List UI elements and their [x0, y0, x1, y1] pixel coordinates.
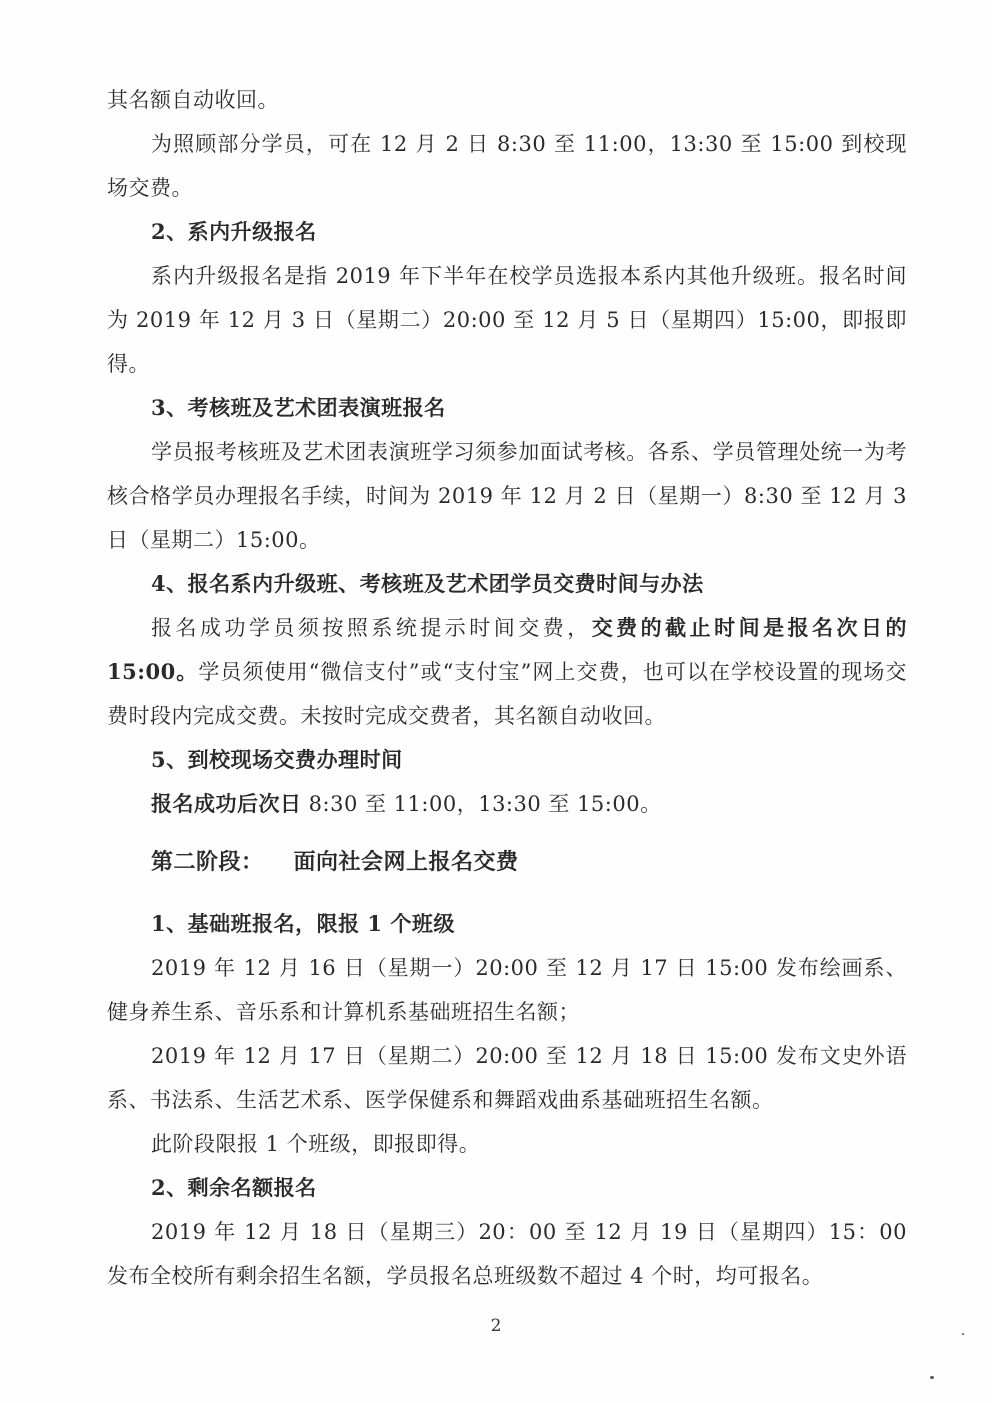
paragraph-basic-release-1: 2019 年 12 月 16 日（星期一）20:00 至 12 月 17 日 15:00 发布绘画系、健身养生系、音乐系和计算机系基础班招生名额；: [107, 956, 907, 1024]
payment-deadline-bold: 交费的截止时间是报名次日的 15:00。: [107, 615, 908, 684]
scan-speck: [962, 1333, 964, 1335]
paragraph-remaining-quota: 2019 年 12 月 18 日（星期三）20：00 至 12 月 19 日（星期四）15：00 发布全校所有剩余招生名额，学员报名总班级数不超过 4 个时，均可报名。: [107, 1220, 907, 1288]
paragraph-onsite-payment: 为照顾部分学员，可在 12 月 2 日 8:30 至 11:00，13:30 至 15:00 到校现场交费。: [107, 132, 907, 200]
document-body: [107, 78, 907, 1298]
heading-internal-upgrade: 2、系内升级报名: [151, 219, 317, 244]
paragraph-basic-limit: 此阶段限报 1 个班级，即报即得。: [151, 1132, 481, 1156]
heading-onsite-time: 5、到校现场交费办理时间: [151, 747, 403, 772]
paragraph-assessment-class: 学员报考核班及艺术团表演班学习须参加面试考核。各系、学员管理处统一为考核合格学员办理报名手续，时间为 2019 年 12 月 2 日（星期一）8:30 至 12 月 3 日（星期二）15:00。: [107, 440, 907, 552]
heading-payment-method: 4、报名系内升级班、考核班及艺术团学员交费时间与办法: [151, 571, 704, 596]
payment-text-c: 学员须使用“微信支付”或“支付宝”网上交费，也可以在学校设置的现场交费时段内完成交费。未按时完成交费者，其名额自动收回。: [107, 660, 907, 728]
onsite-time-bold: 报名成功后次日: [151, 791, 302, 816]
payment-text-a: 报名成功学员须按照系统提示时间交费，: [151, 616, 592, 640]
paragraph-payment-method: [107, 606, 907, 738]
stage-label: 第二阶段：: [151, 849, 264, 875]
paragraph-onsite-time: [107, 782, 907, 826]
scan-speck: [930, 1376, 934, 1379]
heading-assessment-class: 3、考核班及艺术团表演班报名: [151, 395, 446, 420]
heading-remaining-quota: 2、剩余名额报名: [151, 1175, 317, 1200]
stage-title: 面向社会网上报名交费: [293, 849, 519, 875]
paragraph-internal-upgrade: 系内升级报名是指 2019 年下半年在校学员选报本系内其他升级班。报名时间为 2019 年 12 月 3 日（星期二）20:00 至 12 月 5 日（星期四）15:00，即报即得。: [107, 264, 907, 376]
heading-basic-class: 1、基础班报名，限报 1 个班级: [151, 911, 455, 936]
paragraph-continuation: 其名额自动收回。: [107, 88, 279, 112]
paragraph-basic-release-2: 2019 年 12 月 17 日（星期二）20:00 至 12 月 18 日 15:00 发布文史外语系、书法系、生活艺术系、医学保健系和舞蹈戏曲系基础班招生名额。: [107, 1044, 907, 1112]
onsite-time-text: 8:30 至 11:00，13:30 至 15:00。: [301, 792, 662, 816]
page-number: 2: [490, 1316, 502, 1336]
stage-two-heading: [107, 840, 907, 884]
